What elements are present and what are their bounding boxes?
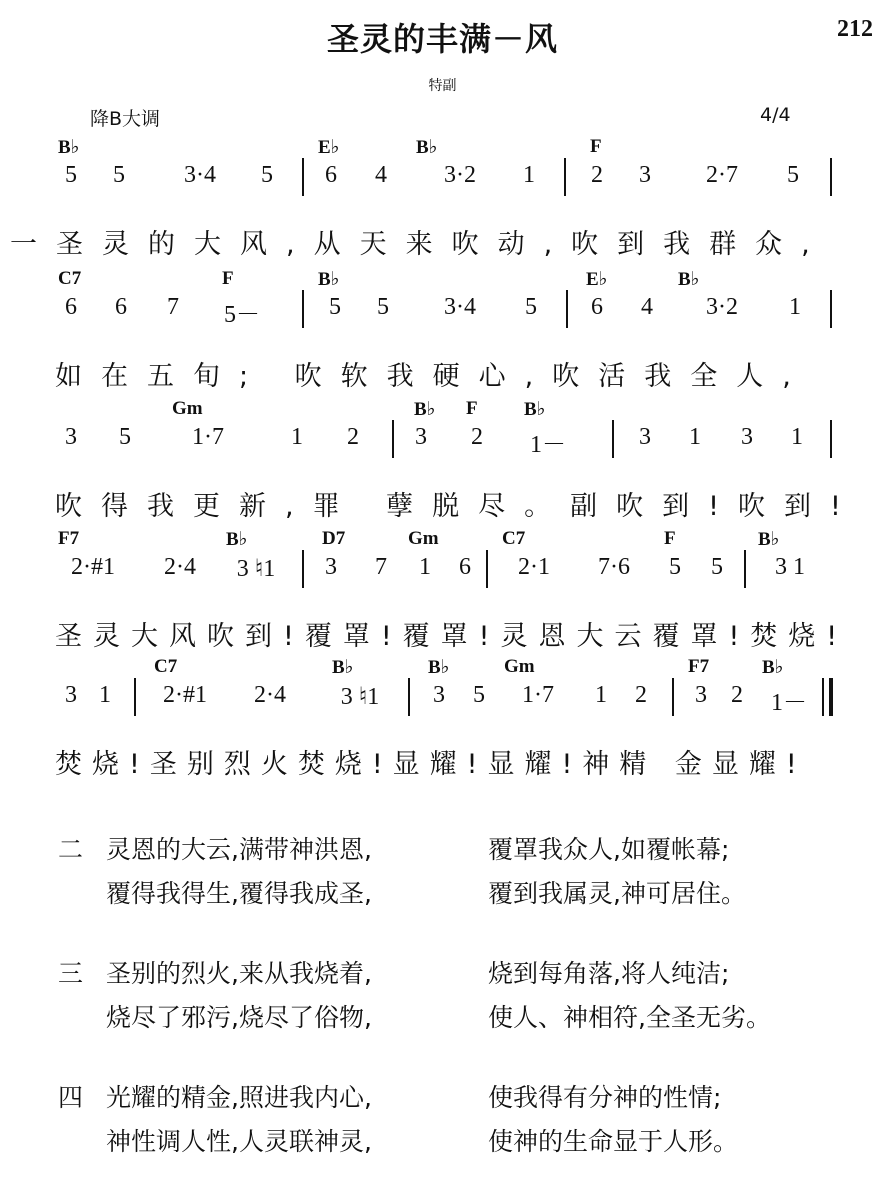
note: 3 (415, 424, 427, 450)
chord: F (222, 268, 234, 289)
note: 3·2 (706, 294, 738, 320)
note: 1 (523, 162, 535, 188)
note: 6 (65, 294, 77, 320)
chord: F7 (58, 528, 80, 549)
note: 1 (99, 682, 111, 708)
verse-line: 覆得我得生,覆得我成圣, (106, 879, 372, 908)
chord: E♭ (318, 137, 340, 158)
note: 6 (115, 294, 127, 320)
note: 2·4 (254, 682, 286, 708)
note: 4 (641, 294, 653, 320)
note: 7·6 (598, 554, 630, 580)
chord: Gm (408, 528, 439, 549)
lyric-line: 圣灵大风吹到!覆罩!覆罩!灵恩大云覆罩!焚烧! (55, 621, 849, 652)
note: 6 (325, 162, 337, 188)
chord: C7 (502, 528, 526, 549)
hymn-number: 212 (837, 16, 873, 42)
chord: F (590, 136, 602, 157)
note: 1 (789, 294, 801, 320)
verse-line: 圣别的烈火,来从我烧着, (106, 959, 372, 988)
note: 1 (419, 554, 431, 580)
note: 3 (65, 682, 77, 708)
note: 5 (669, 554, 681, 580)
verse-4 (58, 1076, 771, 1164)
chord: B♭ (416, 137, 438, 158)
subtitle: 特副 (428, 78, 457, 94)
note: 3 ♮1 (236, 556, 276, 582)
verse-line: 使人、神相符,全圣无劣。 (488, 1003, 771, 1032)
note: 5 (329, 294, 341, 320)
note: 2·4 (164, 554, 196, 580)
note: 5 (525, 294, 537, 320)
note: 2·#1 (71, 554, 115, 580)
chord: C7 (58, 268, 82, 289)
verse-line: 烧到每角落,将人纯洁; (488, 959, 730, 988)
chord: B♭ (58, 137, 80, 158)
note: 1 (595, 682, 607, 708)
note: 3 (695, 682, 707, 708)
verse-line: 使神的生命显于人形。 (488, 1127, 739, 1156)
chord: E♭ (586, 269, 608, 290)
note: 5 (787, 162, 799, 188)
note: 5 (113, 162, 125, 188)
note: 4 (375, 162, 387, 188)
note: 2 (347, 424, 359, 450)
verse-3 (58, 952, 771, 1040)
note: 2 (731, 682, 743, 708)
note: 1 (791, 424, 803, 450)
chord: B♭ (524, 399, 546, 420)
chord: F7 (688, 656, 710, 677)
note: 5 (377, 294, 389, 320)
chord: B♭ (758, 529, 780, 550)
verse-number: 四 (58, 1083, 84, 1112)
note: 3 (65, 424, 77, 450)
verse-line: 使我得有分神的性情; (488, 1083, 722, 1112)
note: 3 1 (775, 554, 805, 580)
note: 3 ♮1 (340, 684, 380, 710)
verse-2 (58, 828, 771, 916)
note: 7 (167, 294, 179, 320)
note: 5 (711, 554, 723, 580)
verse-line: 覆到我属灵,神可居住。 (488, 879, 746, 908)
chord: Gm (504, 656, 535, 677)
note: 3·2 (444, 162, 476, 188)
verse-number: 二 (58, 835, 84, 864)
chord: B♭ (318, 269, 340, 290)
note: 1·7 (522, 682, 554, 708)
chord: D7 (322, 528, 346, 549)
note: 3 (639, 424, 651, 450)
time-signature: 4/4 (760, 104, 791, 126)
verse-line: 神性调人性,人灵联神灵, (106, 1127, 372, 1156)
chord: B♭ (414, 399, 436, 420)
note: 2 (591, 162, 603, 188)
verse-line: 覆罩我众人,如覆帐幕; (488, 835, 730, 864)
note: 1·7 (192, 424, 224, 450)
chord: F (664, 528, 676, 549)
note: 3 (741, 424, 753, 450)
lyric-line: 一圣灵的大风,从天来吹动,吹到我群众, (10, 229, 829, 260)
note: 2·#1 (163, 682, 207, 708)
note: 1－ (771, 690, 807, 716)
note: 6 (591, 294, 603, 320)
verse-line: 烧尽了邪污,烧尽了俗物, (106, 1003, 372, 1032)
note: 5 (119, 424, 131, 450)
chord: Gm (172, 398, 203, 419)
key-signature: 降B大调 (90, 108, 161, 130)
note: 3·4 (444, 294, 476, 320)
hymn-title: 圣灵的丰满－风 (326, 20, 558, 58)
lyric-line: 焚烧!圣别烈火焚烧!显耀!显耀!神精 金显耀! (55, 749, 807, 780)
note: 5 (473, 682, 485, 708)
note: 1－ (530, 432, 566, 458)
note: 2 (635, 682, 647, 708)
note: 3 (433, 682, 445, 708)
lyric-line: 如在五旬; 吹软我硬心,吹活我全人, (55, 361, 810, 392)
verse-line: 光耀的精金,照进我内心, (106, 1083, 372, 1112)
chord: F (466, 398, 478, 419)
note: 7 (375, 554, 387, 580)
note: 2 (471, 424, 483, 450)
chord: C7 (154, 656, 178, 677)
note: 3·4 (184, 162, 216, 188)
note: 1 (689, 424, 701, 450)
note: 3 (639, 162, 651, 188)
note: 5 (261, 162, 273, 188)
verse-number: 三 (58, 959, 84, 988)
lyric-line: 吹得我更新,罪 孽脱尽。副吹到!吹到! (55, 491, 860, 522)
note: 3 (325, 554, 337, 580)
verses (58, 828, 771, 1200)
chord: B♭ (762, 657, 784, 678)
chord: B♭ (678, 269, 700, 290)
note: 1 (291, 424, 303, 450)
chord: B♭ (428, 657, 450, 678)
chord: B♭ (226, 529, 248, 550)
note: 6 (459, 554, 471, 580)
chord: B♭ (332, 657, 354, 678)
note: 2·7 (706, 162, 738, 188)
note: 5 (65, 162, 77, 188)
verse-line: 灵恩的大云,满带神洪恩, (106, 835, 372, 864)
note: 5－ (224, 302, 260, 328)
note: 2·1 (518, 554, 550, 580)
